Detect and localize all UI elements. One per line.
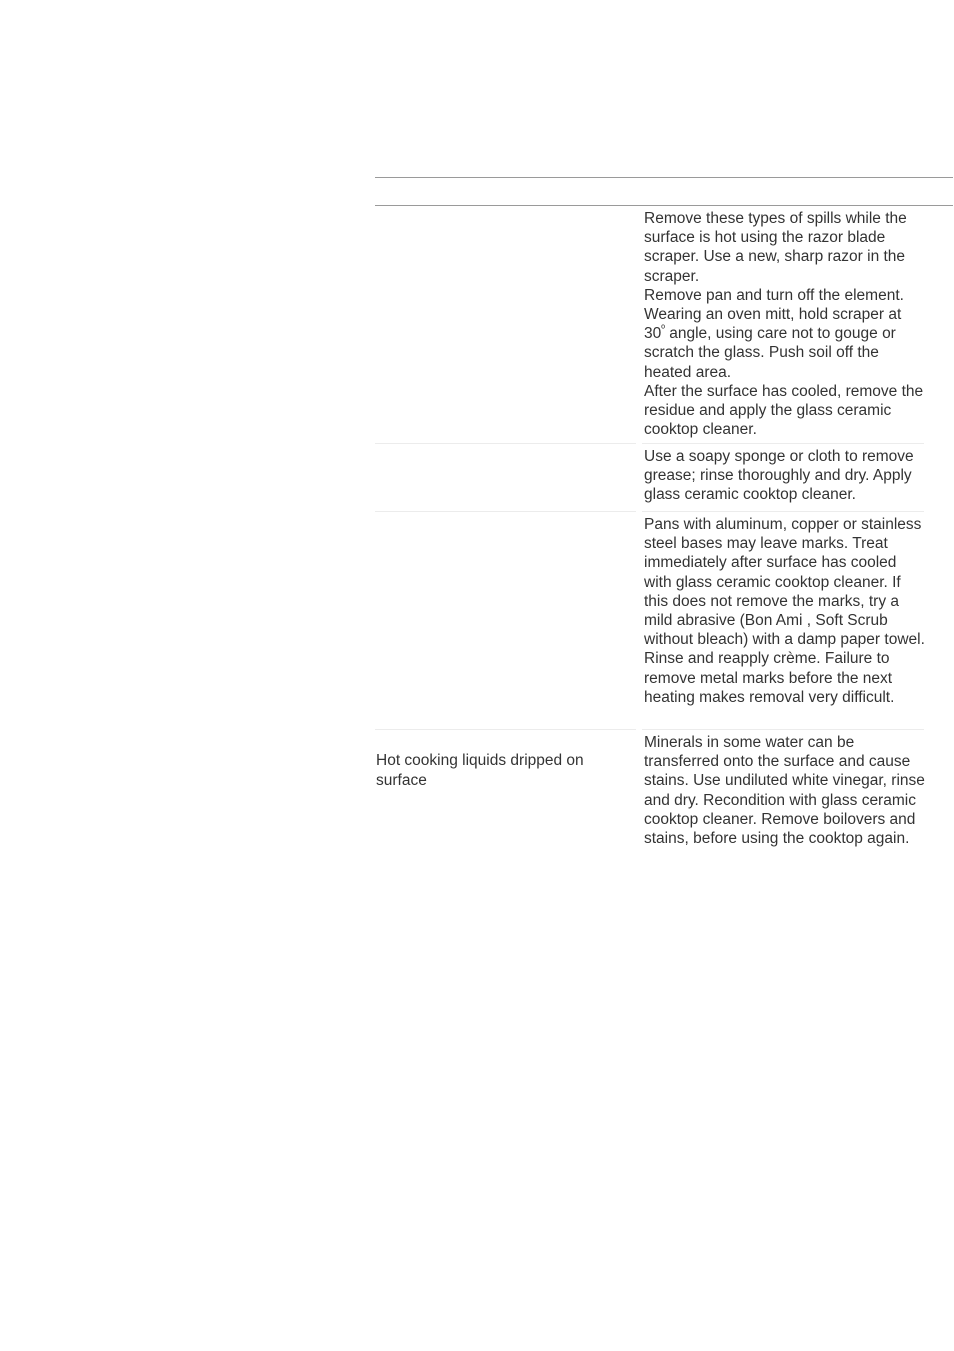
table-top-rule [375, 177, 953, 178]
problem-cell: Hot cooking liquids dripped on surface [376, 752, 584, 789]
row-divider [375, 729, 636, 730]
row-divider [375, 443, 636, 444]
solution-cell [644, 447, 926, 505]
row-divider [642, 443, 924, 444]
solution-cell [644, 515, 926, 707]
row-divider [375, 511, 636, 512]
solution-text: angle, using care not to gouge or scratch the glass. Push soil off the heated area. [644, 325, 896, 381]
angle-value: 30 [644, 325, 662, 343]
solution-cell [644, 209, 926, 439]
solution-cell [644, 733, 926, 848]
solution-paragraph: After the surface has cooled, remove the residue and apply the glass ceramic cooktop cleaner. [644, 382, 924, 439]
table-header-rule [375, 205, 953, 206]
row-divider [642, 511, 924, 512]
degree-symbol: º [661, 324, 665, 336]
solution-paragraph: Pans with aluminum, copper or stainless steel bases may leave marks. Treat immediately after surface has cooled with glass ceramic cooktop cleaner. If this does not remove the marks, try a mild abrasive (Bon Ami , Soft Scrub without bleach) with a damp paper towel. Rinse and reapply crème. Failure to remove metal marks before the next heating makes removal very difficult. [644, 516, 925, 706]
solution-paragraph: Remove these types of spills while the surface is hot using the razor blade scraper. Use a new, sharp razor in the scraper. [644, 210, 907, 285]
solution-paragraph: Use a soapy sponge or cloth to remove grease; rinse thoroughly and dry. Apply glass ceramic cooktop cleaner. [644, 448, 914, 504]
solution-paragraph: Remove pan and turn off the element. Wearing an oven mitt, hold scraper at [644, 286, 904, 324]
solution-paragraph: Minerals in some water can be transferred onto the surface and cause stains. Use undiluted white vinegar, rinse and dry. Recondition with glass ceramic cooktop cleaner. Remove boilovers and stains, before using the cooktop again. [644, 734, 925, 848]
solution-paragraph [644, 324, 926, 382]
row-divider [642, 729, 924, 730]
